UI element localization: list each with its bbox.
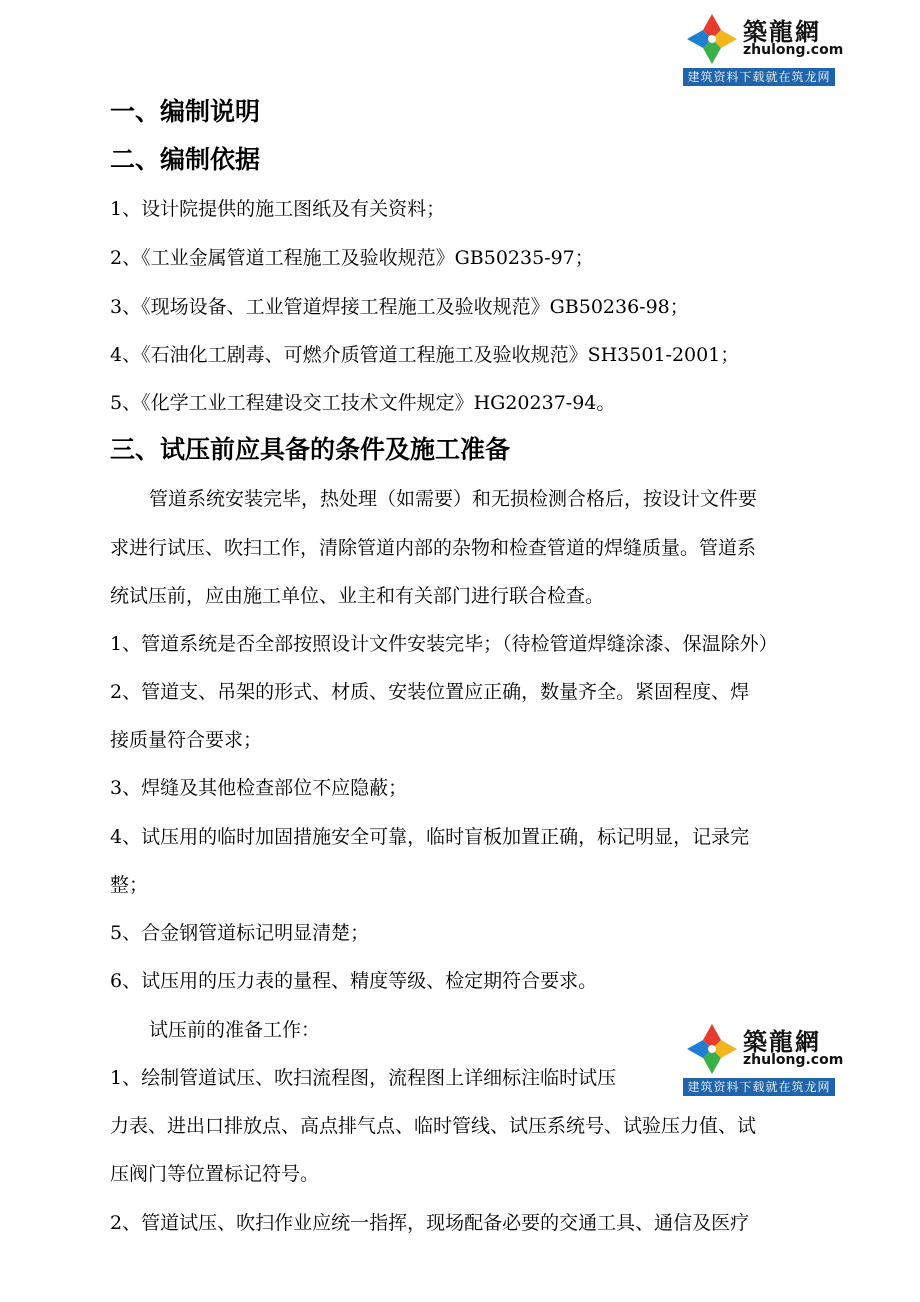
condition-item: 5、合金钢管道标记明显清楚；	[110, 922, 370, 944]
zhulong-logo-watermark	[683, 1018, 844, 1096]
condition-item: 接质量符合要求；	[110, 729, 263, 751]
condition-item: 1、管道系统是否全部按照设计文件安装完毕；（待检管道焊缝涂漆、保温除外）	[110, 633, 778, 655]
paragraph-line: 管道系统安装完毕，热处理（如需要）和无损检测合格后，按设计文件要	[149, 488, 758, 510]
prep-item: 力表、进出口排放点、高点排气点、临时管线、试压系统号、试验压力值、试	[110, 1115, 757, 1137]
prep-item: 压阀门等位置标记符号。	[110, 1163, 320, 1185]
condition-item: 6、试压用的压力表的量程、精度等级、检定期符合要求。	[110, 970, 598, 992]
paragraph-line: 统试压前，应由施工单位、业主和有关部门进行联合检查。	[110, 585, 605, 607]
condition-item: 2、管道支、吊架的形式、材质、安装位置应正确，数量齐全。紧固程度、焊	[110, 681, 750, 703]
basis-item: 1、设计院提供的施工图纸及有关资料；	[110, 198, 446, 220]
logo-domain: zhulong.com	[743, 42, 844, 58]
logo-name: 築龍網	[743, 1027, 821, 1056]
condition-item: 4、试压用的临时加固措施安全可靠，临时盲板加置正确，标记明显，记录完	[110, 826, 750, 848]
prep-item: 1、绘制管道试压、吹扫流程图，流程图上详细标注临时试压	[110, 1067, 617, 1089]
zhulong-logo-top	[683, 8, 844, 86]
pinwheel-logo-icon	[685, 12, 739, 66]
prep-item: 2、管道试压、吹扫作业应统一指挥，现场配备必要的交通工具、通信及医疗	[110, 1212, 750, 1234]
basis-item: 5、《化学工业工程建设交工技术文件规定》HG20237-94。	[110, 392, 616, 414]
paragraph-line: 求进行试压、吹扫工作，清除管道内部的杂物和检查管道的焊缝质量。管道系	[110, 537, 757, 559]
section-title-1: 一、编制说明	[110, 97, 261, 126]
section-title-2: 二、编制依据	[110, 145, 261, 174]
condition-item: 3、焊缝及其他检查部位不应隐蔽；	[110, 777, 408, 799]
logo-slogan: 建筑资料下载就在筑龙网	[683, 1078, 835, 1096]
basis-item: 3、《现场设备、工业管道焊接工程施工及验收规范》GB50236-98；	[110, 296, 689, 318]
basis-item: 4、《石油化工剧毒、可燃介质管道工程施工及验收规范》SH3501-2001；	[110, 344, 740, 366]
prep-intro: 试压前的准备工作：	[149, 1019, 321, 1041]
section-title-3: 三、试压前应具备的条件及施工准备	[110, 435, 511, 464]
basis-item: 2、《工业金属管道工程施工及验收规范》GB50235-97；	[110, 247, 594, 269]
pinwheel-logo-icon	[685, 1022, 739, 1076]
logo-domain: zhulong.com	[743, 1052, 844, 1068]
logo-name: 築龍網	[743, 17, 821, 46]
condition-item: 整；	[110, 874, 149, 896]
logo-slogan: 建筑资料下载就在筑龙网	[683, 68, 835, 86]
